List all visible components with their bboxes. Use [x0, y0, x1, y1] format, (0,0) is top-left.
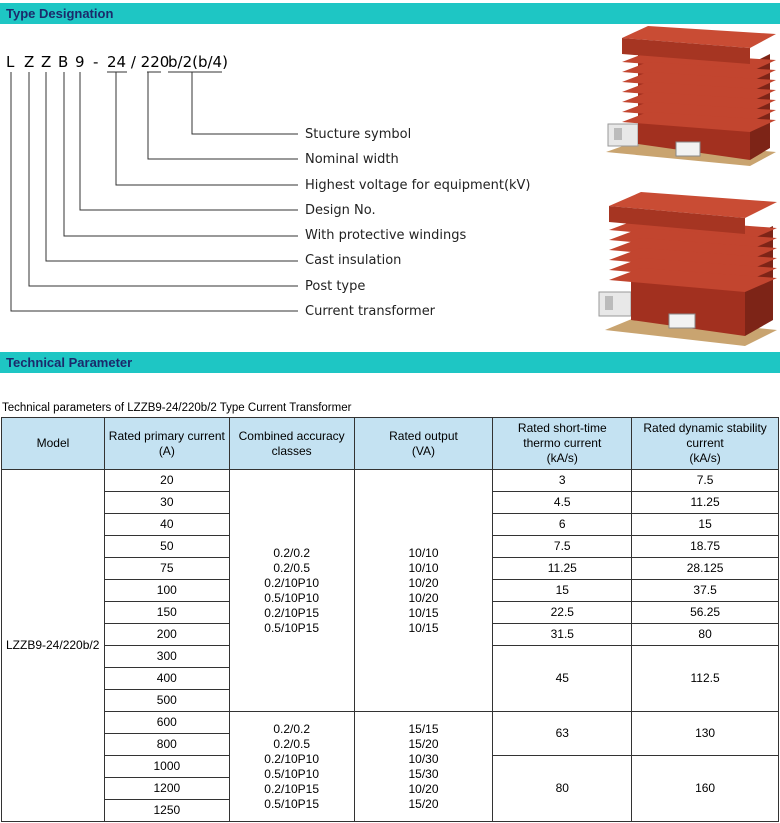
header-rated-output: Rated output (VA) [354, 418, 493, 470]
table-header-row [2, 418, 779, 470]
cell-current: 20 [104, 470, 229, 492]
cell-thermo: 63 [493, 712, 632, 756]
cell-thermo: 45 [493, 646, 632, 712]
cell-model: LZZB9-24/220b/2 [2, 470, 105, 822]
cell-thermo: 80 [493, 756, 632, 822]
code-char-dash: - [93, 53, 99, 71]
table-row [2, 470, 779, 492]
label-cast-insulation: Cast insulation [305, 253, 402, 268]
transformer-photo-bottom [595, 190, 780, 350]
cell-dynamic: 80 [632, 624, 779, 646]
label-structure-symbol: Stucture symbol [305, 127, 412, 142]
cell-current: 500 [104, 690, 229, 712]
label-design-no: Design No. [305, 203, 376, 218]
code-char-l: L [6, 53, 15, 71]
cell-thermo: 7.5 [493, 536, 632, 558]
section-title: Technical Parameter [6, 355, 133, 370]
cell-thermo: 4.5 [493, 492, 632, 514]
cell-current: 1000 [104, 756, 229, 778]
cell-current: 1200 [104, 778, 229, 800]
cell-current: 40 [104, 514, 229, 536]
header-thermo-current: Rated short-time thermo current (kA/s) [493, 418, 632, 470]
cell-accuracy-group1: 0.2/0.2 0.2/0.5 0.2/10P10 0.5/10P10 0.2/10P15 0.5/10P15 [229, 470, 354, 712]
cell-dynamic: 37.5 [632, 580, 779, 602]
cell-current: 30 [104, 492, 229, 514]
cell-current: 100 [104, 580, 229, 602]
header-rated-primary-current: Rated primary current (A) [104, 418, 229, 470]
cell-dynamic: 15 [632, 514, 779, 536]
cell-dynamic: 56.25 [632, 602, 779, 624]
code-structure: b/2(b/4) [168, 53, 228, 71]
cell-thermo: 15 [493, 580, 632, 602]
cell-thermo: 6 [493, 514, 632, 536]
cell-dynamic: 18.75 [632, 536, 779, 558]
cell-current: 400 [104, 668, 229, 690]
header-accuracy-classes: Combined accuracy classes [229, 418, 354, 470]
code-char-z1: Z [24, 53, 35, 71]
code-char-b: B [58, 53, 69, 71]
label-post-type: Post type [305, 279, 366, 294]
cell-thermo: 3 [493, 470, 632, 492]
header-dynamic-current: Rated dynamic stability current (kA/s) [632, 418, 779, 470]
code-char-z2: Z [41, 53, 52, 71]
cell-current: 800 [104, 734, 229, 756]
transformer-photo-top [600, 24, 780, 174]
cell-current: 75 [104, 558, 229, 580]
cell-output-group2: 15/15 15/20 10/30 15/30 10/20 15/20 [354, 712, 493, 822]
cell-current: 1250 [104, 800, 229, 822]
cell-current: 600 [104, 712, 229, 734]
label-current-transformer: Current transformer [305, 304, 436, 319]
section-bar-technical-parameter [0, 352, 780, 373]
header-model: Model [2, 418, 105, 470]
cell-current: 300 [104, 646, 229, 668]
cell-dynamic: 130 [632, 712, 779, 756]
section-title: Type Designation [6, 6, 114, 21]
table-row [2, 712, 779, 734]
cell-current: 50 [104, 536, 229, 558]
cell-dynamic: 28.125 [632, 558, 779, 580]
table-caption: Technical parameters of LZZB9-24/220b/2 Type Current Transformer [2, 402, 352, 414]
technical-parameter-table [1, 417, 779, 822]
code-char-9: 9 [75, 53, 85, 71]
cell-thermo: 11.25 [493, 558, 632, 580]
label-protective-windings: With protective windings [305, 228, 467, 243]
cell-thermo: 31.5 [493, 624, 632, 646]
cell-dynamic: 112.5 [632, 646, 779, 712]
code-voltage-width: 24 / 220 [107, 53, 170, 71]
cell-current: 150 [104, 602, 229, 624]
cell-output-group1: 10/10 10/10 10/20 10/20 10/15 10/15 [354, 470, 493, 712]
cell-dynamic: 7.5 [632, 470, 779, 492]
cell-thermo: 22.5 [493, 602, 632, 624]
cell-current: 200 [104, 624, 229, 646]
label-highest-voltage: Highest voltage for equipment(kV) [305, 178, 531, 193]
cell-dynamic: 160 [632, 756, 779, 822]
label-nominal-width: Nominal width [305, 152, 399, 167]
cell-dynamic: 11.25 [632, 492, 779, 514]
cell-accuracy-group2: 0.2/0.2 0.2/0.5 0.2/10P10 0.5/10P10 0.2/10P15 0.5/10P15 [229, 712, 354, 822]
